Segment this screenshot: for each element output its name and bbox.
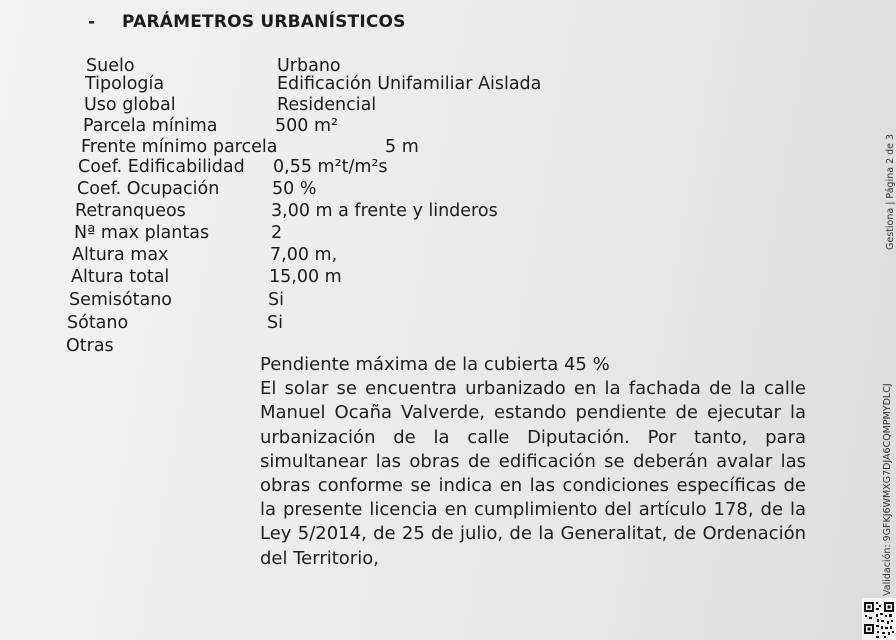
param-label: Altura total (71, 267, 170, 287)
param-value: 0,55 m²t/m²s (273, 157, 388, 177)
param-label: Sótano (67, 313, 129, 333)
urbanization-paragraph: El solar se encuentra urbanizado en la fachada de la calle Manuel Ocaña Valverde, estando pendiente de ejecutar la urbanización de la calle Diputación. Por tanto, para simultanear las obras de edificación se deberán avalar las obras conforme se indica en las condiciones específicas de la presente licencia en cumplimiento del artículo 178, de la Ley 5/2014, de 25 de julio, de la Generalitat, de Ordenación del Territorio, (260, 378, 806, 569)
qr-code-icon (862, 598, 896, 640)
param-label: Coef. Ocupación (77, 179, 220, 199)
param-label: Frente mínimo parcela (81, 137, 278, 157)
param-label: Retranqueos (75, 201, 186, 221)
page-number-note: Gestiona | Página 2 de 3 (885, 133, 896, 250)
param-value: Urbano (277, 56, 341, 76)
param-label: Parcela mínima (83, 116, 218, 136)
section-title: PARÁMETROS URBANÍSTICOS (122, 12, 406, 32)
param-value: 50 % (272, 179, 317, 199)
param-label: Coef. Edificabilidad (78, 157, 245, 177)
roof-slope-note: Pendiente máxima de la cubierta 45 % (260, 354, 610, 375)
param-label: Tipología (85, 74, 165, 94)
heading-bullet: - (88, 12, 96, 32)
param-value: Edificación Unifamiliar Aislada (277, 74, 542, 94)
param-value: 2 (271, 223, 283, 243)
section-heading (88, 12, 406, 32)
param-value: 15,00 m (269, 267, 342, 287)
param-value: Si (268, 290, 284, 310)
param-value: 5 m (385, 137, 419, 157)
param-value: 7,00 m, (270, 245, 338, 265)
param-value: 3,00 m a frente y linderos (271, 201, 498, 221)
param-value: Si (267, 313, 283, 333)
param-label: Uso global (84, 95, 176, 115)
validation-code-note: Validación: 9GFKJ6WMXG7DJA6CQMPMYDLCJ (882, 383, 893, 596)
param-label: Semisótano (69, 290, 172, 310)
param-label: Suelo (86, 56, 135, 76)
otras-description (260, 353, 806, 571)
param-label: Otras (66, 336, 114, 356)
param-value: Residencial (277, 95, 377, 115)
param-label: Nª max plantas (74, 223, 210, 243)
param-value: 500 m² (275, 116, 339, 136)
param-label: Altura max (72, 245, 169, 265)
